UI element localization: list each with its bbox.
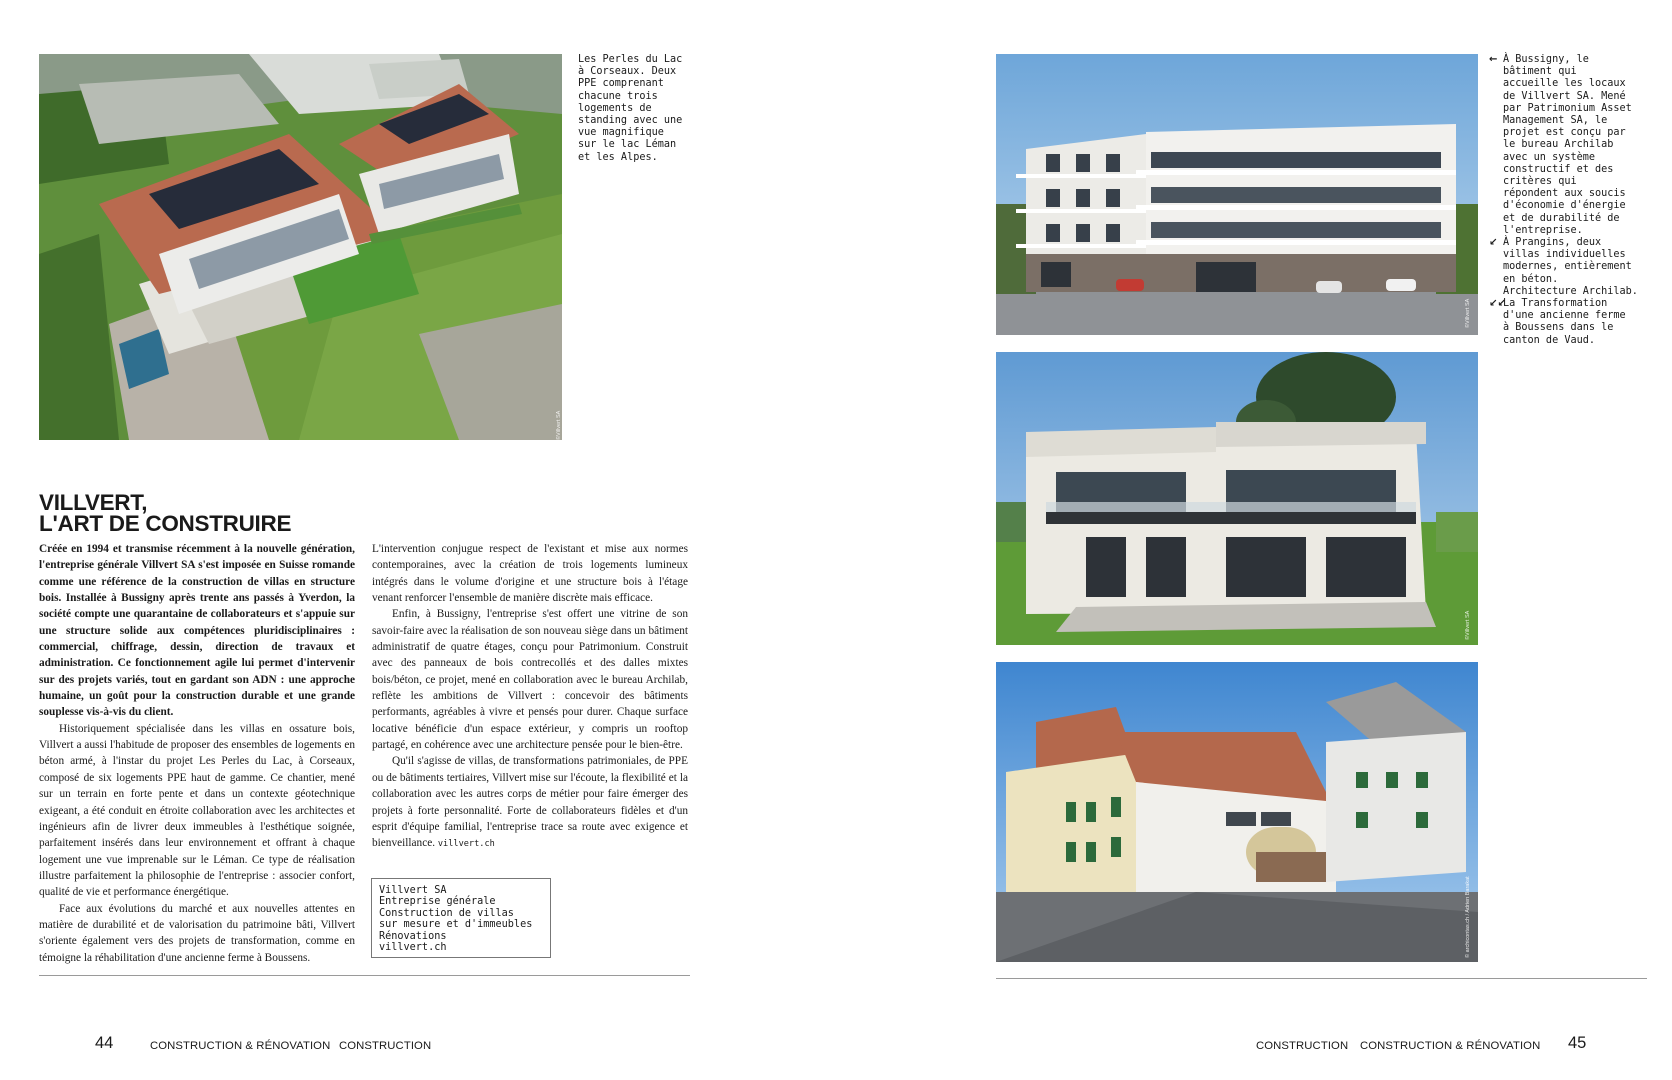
infobox-line: sur mesure et d'immeubles	[379, 919, 533, 931]
photo-boussens	[996, 662, 1478, 962]
article-column-left	[39, 541, 355, 966]
infobox-company-name: Villvert SA	[379, 885, 447, 896]
section-label: CONSTRUCTION & RÉNOVATION	[150, 1040, 331, 1052]
section-label: CONSTRUCTION	[339, 1040, 432, 1052]
article-column-right	[372, 541, 688, 853]
caption-text: À Prangins, deux villas individuelles modernes, entièrement en béton. Architecture Archilab.	[1503, 237, 1638, 297]
company-url[interactable]: villvert.ch	[437, 839, 495, 850]
photo-credit: ©Villvert SA	[1465, 298, 1471, 328]
page-number-right: 45	[1568, 1034, 1587, 1052]
photo-perles-du-lac	[39, 54, 562, 440]
article-paragraph-text: Qu'il s'agisse de villas, de transformations patrimoniales, de PPE ou de bâtiments tertiaires, Villvert mise sur l'écoute, la flexibilité et la collaboration avec les autres corps de métier pour faire émerger des projets à forte personnalité. Forte de collaborateurs fidèles et d'un esprit d'équipe familial, l'entreprise trace sa route avec exigence et bienveillance.	[372, 755, 688, 850]
infobox-url[interactable]: villvert.ch	[379, 942, 447, 954]
photo-credit: © archicontas.ch / Adrien Barakat	[1465, 876, 1471, 958]
caption-boussens	[1489, 298, 1649, 347]
footer-rule-left	[39, 975, 690, 976]
article-paragraph: Face aux évolutions du marché et aux nouvelles attentes en matière de durabilité et de valorisation du patrimoine bâti, Villvert s'oriente également vers des projets de transformation, comme en témoigne la réhabilitation d'une ancienne ferme à Boussens.	[39, 902, 355, 964]
arrow-left-icon: ←	[1489, 54, 1498, 65]
photo-captions	[1489, 54, 1649, 347]
arrow-down-left-icon: ↙	[1489, 237, 1498, 249]
infobox-line: Entreprise générale	[379, 896, 496, 908]
company-infobox	[371, 878, 551, 958]
page-number-left: 44	[95, 1034, 114, 1052]
photo-credit: ©Villvert SA	[1465, 610, 1471, 640]
infobox-line: Construction de villas	[379, 907, 514, 919]
caption-prangins	[1489, 237, 1649, 298]
section-label: CONSTRUCTION	[1256, 1040, 1349, 1052]
article-paragraph: L'intervention conjugue respect de l'existant et mise aux normes contemporaines, avec la création de trois logements lumineux intégrés dans le volume d'origine et une structure bois à l'étage venant renforcer l'ensemble de manière discrète mais efficace.	[372, 543, 688, 605]
section-label: CONSTRUCTION & RÉNOVATION	[1360, 1040, 1541, 1052]
double-arrow-down-left-icon: ↙↙	[1489, 298, 1506, 310]
photo-bussigny	[996, 54, 1478, 335]
article-paragraph	[372, 753, 688, 852]
caption-text: La Transformation d'une ancienne ferme à Boussens dans le canton de Vaud.	[1503, 298, 1626, 346]
caption-text: À Bussigny, le bâtiment qui accueille les locaux de Villvert SA. Mené par Patrimonium Asset Management SA, le projet est conçu par le bureau Archilab avec un système constructif et des critères qui répondent aux soucis d'économie d'énergie et de durabilité de l'entreprise.	[1503, 54, 1632, 236]
photo-prangins	[996, 352, 1478, 645]
footer-rule-right	[996, 978, 1647, 979]
caption-bussigny	[1489, 54, 1649, 237]
photo-credit: ©Villvert SA	[556, 410, 562, 440]
article-lead: Créée en 1994 et transmise récemment à la nouvelle génération, l'entreprise générale Villvert SA s'est imposée en Suisse romande comme une référence de la construction de villas en structure bois. Installée à Bussigny après trente ans passés à Yverdon, la société compte une quarantaine de collaborateurs et s'appuie sur une structure solide aux compétences pluridisciplinaires : commercial, chiffrage, dessin, direction de travaux et administration. Ce fonctionnement agile lui permet d'intervenir sur des projets variés, tout en gardant son ADN : une approche humaine, un goût pour la construction durable et une grande souplesse vis-à-vis du client.	[39, 543, 355, 719]
photo-caption: Les Perles du Lac à Corseaux. Deux PPE comprenant chacune trois logements de standing avec une vue magnifique sur le lac Léman et les Alpes.	[578, 54, 683, 163]
article-paragraph: Enfin, à Bussigny, l'entreprise s'est offert une vitrine de son savoir-faire avec la réalisation de son nouveau siège dans un bâtiment administratif de quatre étages, conçu pour Patrimonium. Construit avec des panneaux de bois contrecollés et des dalles mixtes bois/béton, ce projet, mené en collaboration avec le bureau Archilab, reflète les ambitions de Villvert : concevoir des bâtiments performants, agréables à vivre et pensés pour durer. Chaque surface locative bénéficie d'un espace extérieur, y compris un rooftop partagé, en cohérence avec une architecture pensée pour le bien-être.	[372, 608, 688, 752]
article-paragraph: Historiquement spécialisée dans les villas en ossature bois, Villvert a aussi l'habitude de proposer des ensembles de logements en béton armé, à l'instar du projet Les Perles du Lac, à Corseaux, composé de six logements PPE haut de gamme. Ce chantier, mené sur un terrain en forte pente et dans un contexte géotechnique exigeant, a été conduit en étroite collaboration avec les architectes et ingénieurs afin de livrer deux immeubles à l'esthétique soignée, parfaitement insérés dans leur environnement et offrant à chaque logement une vue imprenable sur le Léman. Ce type de réalisation illustre parfaitement la philosophie de l'entreprise : associer confort, qualité de vie et performance énergétique.	[39, 722, 355, 899]
infobox-line: Rénovations	[379, 930, 447, 942]
article-headline: VILLVERT, L'ART DE CONSTRUIRE	[39, 490, 292, 536]
